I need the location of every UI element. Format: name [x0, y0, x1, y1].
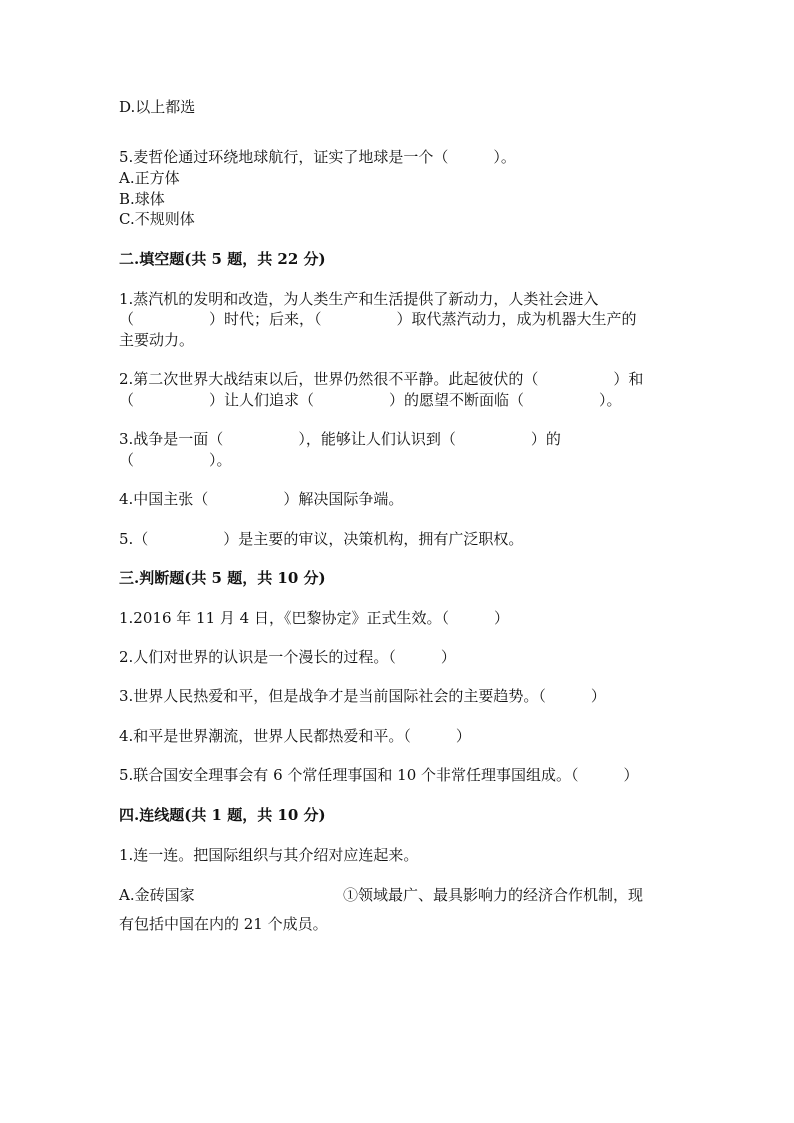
s2-q4: 4.中国主张（ ）解决国际争端。 — [119, 490, 404, 508]
s3-q3: 3.世界人民热爱和平，但是战争才是当前国际社会的主要趋势。（ ） — [119, 687, 606, 705]
s4-desc-1-line1: ①领域最广、最具影响力的经济合作机制，现 — [343, 886, 644, 904]
s2-q5: 5.（ ）是主要的审议，决策机构，拥有广泛职权。 — [119, 530, 524, 548]
s3-q4: 4.和平是世界潮流，世界人民都热爱和平。（ ） — [119, 727, 471, 745]
s2-q3-line1: 3.战争是一面（ ），能够让人们认识到（ ）的 — [119, 430, 561, 448]
q5-option-c: C.不规则体 — [119, 210, 195, 228]
s2-q2-line2: （ ）让人们追求（ ）的愿望不断面临（ ）。 — [119, 391, 622, 409]
section3-heading: 三.判断题(共 5 题，共 10 分) — [119, 569, 326, 587]
q5-option-b: B.球体 — [119, 190, 165, 208]
q5-stem: 5.麦哲伦通过环绕地球航行，证实了地球是一个（ ）。 — [119, 148, 516, 166]
s4-q1: 1.连一连。把国际组织与其介绍对应连起来。 — [119, 846, 419, 864]
s2-q2-line1: 2.第二次世界大战结束以后，世界仍然很不平静。此起彼伏的（ ）和 — [119, 370, 644, 388]
s4-desc-1-line2: 有包括中国在内的 21 个成员。 — [119, 915, 328, 933]
q5-option-a: A.正方体 — [119, 169, 180, 187]
s3-q2: 2.人们对世界的认识是一个漫长的过程。（ ） — [119, 648, 456, 666]
s2-q1-line1: 1.蒸汽机的发明和改造，为人类生产和生活提供了新动力，人类社会进入 — [119, 290, 599, 308]
section2-heading: 二.填空题(共 5 题，共 22 分) — [119, 250, 326, 268]
s4-item-a: A.金砖国家 — [119, 886, 195, 904]
q4-option-d: D.以上都选 — [119, 98, 196, 116]
s3-q5: 5.联合国安全理事会有 6 个常任理事国和 10 个非常任理事国组成。（ ） — [119, 766, 639, 784]
s2-q3-line2: （ ）。 — [119, 451, 232, 469]
s2-q1-line2: （ ）时代；后来，（ ）取代蒸汽动力，成为机器大生产的 — [119, 310, 637, 328]
section4-heading: 四.连线题(共 1 题，共 10 分) — [119, 806, 326, 824]
s2-q1-line3: 主要动力。 — [119, 331, 195, 349]
s3-q1: 1.2016 年 11 月 4 日，《巴黎协定》正式生效。（ ） — [119, 609, 509, 627]
